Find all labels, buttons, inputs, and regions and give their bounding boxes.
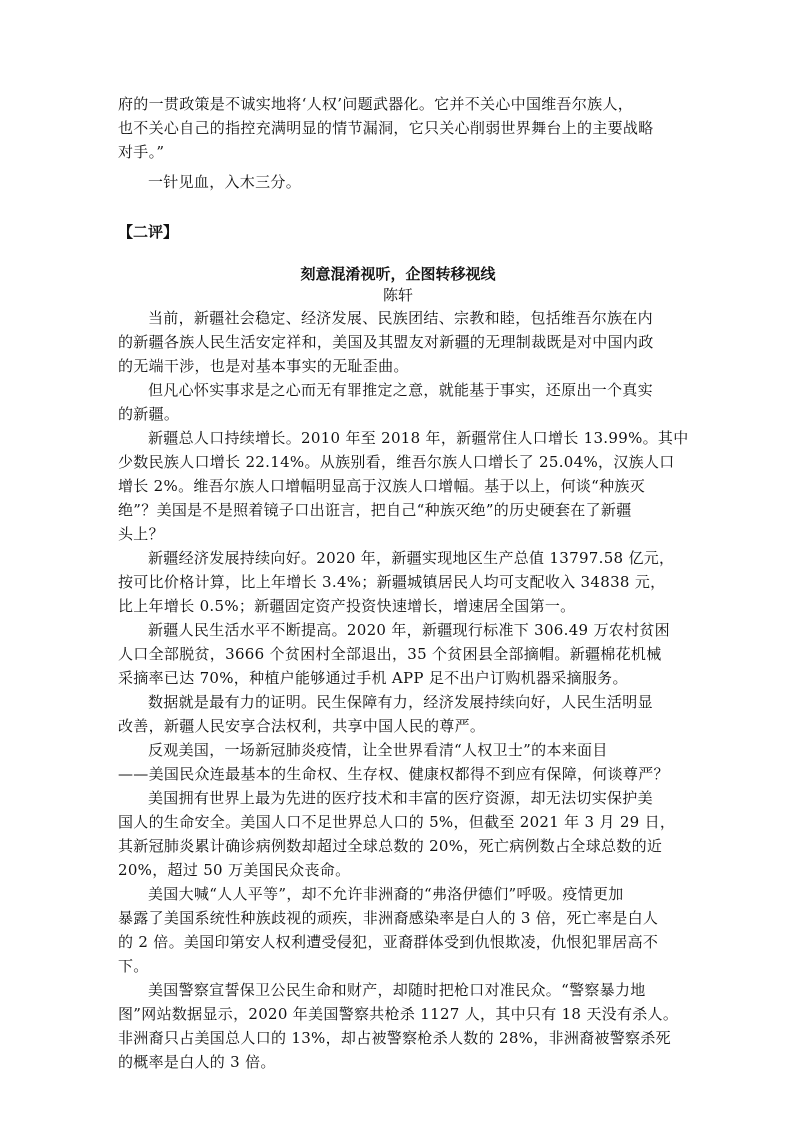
paragraph-line: 的新疆。 (118, 405, 180, 423)
paragraph-line: 新疆总人口持续增长。2010 年至 2018 年，新疆常住人口增长 13.99%。其中 (148, 429, 689, 447)
paragraph-line: 少数民族人口增长 22.14%。从族别看，维吾尔族人口增长了 25.04%，汉族人口 (118, 453, 675, 471)
paragraph-line: 美国警察宣誓保卫公民生命和财产，却随时把枪口对准民众。“警察暴力地 (148, 981, 646, 999)
paragraph-line: 美国拥有世界上最为先进的医疗技术和丰富的医疗资源，却无法切实保护美 (148, 789, 653, 807)
paragraph-line: ——美国民众连最基本的生命权、生存权、健康权都得不到应有保障，何谈尊严？ (118, 765, 669, 783)
paragraph (118, 978, 678, 1074)
paragraph-line: 下。 (118, 957, 149, 975)
article-body (118, 306, 689, 1074)
paragraph-line: 新疆经济发展持续向好。2020 年，新疆实现地区生产总值 13797.58 亿元， (148, 549, 675, 567)
intro-line: 府的一贯政策是不诚实地将‘人权’问题武器化。它并不关心中国维吾尔族人， (118, 95, 634, 113)
paragraph-line: 比上年增长 0.5%；新疆固定资产投资快速增长，增速居全国第一。 (118, 597, 576, 615)
paragraph-line: 的新疆各族人民生活安定祥和，美国及其盟友对新疆的无理制裁既是对中国内政 (118, 333, 654, 351)
paragraph (118, 882, 678, 978)
paragraph-line: 采摘率已达 70%，种植户能够通过手机 APP 足不出户订购机器采摘服务。 (118, 669, 628, 687)
paragraph-line: 的 2 倍。美国印第安人权利遭受侵犯，亚裔群体受到仇恨欺凌，仇恨犯罪居高不 (118, 933, 659, 951)
paragraph-line: 暴露了美国系统性种族歧视的顽疾，非洲裔感染率是白人的 3 倍，死亡率是白人 (118, 909, 659, 927)
intro-quote (118, 92, 678, 164)
paragraph-line: 的概率是白人的 3 倍。 (118, 1053, 276, 1071)
paragraph-line: 头上？ (118, 525, 164, 543)
paragraph (118, 738, 678, 786)
article-author: 陈轩 (382, 286, 413, 304)
comment-line: 一针见血，入木三分。 (148, 173, 302, 191)
paragraph (118, 306, 678, 378)
paragraph-line: 的无端干涉，也是对基本事实的无耻歪曲。 (118, 357, 409, 375)
paragraph-line: 增长 2%。维吾尔族人口增幅明显高于汉族人口增幅。基于以上，何谈“种族灭 (118, 477, 646, 495)
paragraph-line: 非洲裔只占美国总人口的 13%，却占被警察枪杀人数的 28%，非洲裔被警察杀死 (118, 1029, 671, 1047)
article-title: 刻意混淆视听，企图转移视线 (300, 265, 496, 283)
paragraph-line: 当前，新疆社会稳定、经济发展、民族团结、宗教和睦，包括维吾尔族在内 (148, 309, 653, 327)
paragraph (118, 426, 689, 546)
paragraph-line: 国人的生命安全。美国人口不足世界总人口的 5%，但截至 2021 年 3 月 29 日， (118, 813, 676, 831)
paragraph (118, 690, 678, 738)
paragraph-line: 反观美国，一场新冠肺炎疫情，让全世界看清“人权卫士”的本来面目 (148, 741, 608, 759)
paragraph-line: 其新冠肺炎累计确诊病例数却超过全球总数的 20%，死亡病例数占全球总数的近 (118, 837, 663, 855)
intro-comment (118, 170, 678, 194)
paragraph-line: 美国大喊“人人平等”，却不允许非洲裔的“弗洛伊德们”呼吸。疫情更加 (148, 885, 624, 903)
paragraph-line: 按可比价格计算，比上年增长 3.4%；新疆城镇居民人均可支配收入 34838 元， (118, 573, 666, 591)
paragraph (118, 378, 678, 426)
paragraph (118, 786, 678, 882)
paragraph-line: 图”网站数据显示，2020 年美国警察共枪杀 1127 人，其中只有 18 天没有杀人。 (118, 1005, 679, 1023)
paragraph-line: 但凡心怀实事求是之心而无有罪推定之意，就能基于事实，还原出一个真实 (148, 381, 653, 399)
paragraph-line: 数据就是最有力的证明。民生保障有力，经济发展持续向好，人民生活明显 (148, 693, 653, 711)
intro-line: 也不关心自己的指控充满明显的情节漏洞，它只关心削弱世界舞台上的主要战略 (118, 119, 654, 137)
paragraph (118, 546, 678, 618)
paragraph-line: 人口全部脱贫，3666 个贫困村全部退出，35 个贫困县全部摘帽。新疆棉花机械 (118, 645, 662, 663)
intro-line: 对手。” (118, 143, 165, 161)
section-heading: 【二评】 (118, 223, 179, 241)
paragraph (118, 618, 678, 690)
paragraph-line: 改善，新疆人民安享合法权利，共享中国人民的尊严。 (118, 717, 486, 735)
paragraph-line: 新疆人民生活水平不断提高。2020 年，新疆现行标准下 306.49 万农村贫困 (148, 621, 670, 639)
paragraph-line: 20%，超过 50 万美国民众丧命。 (118, 861, 351, 879)
paragraph-line: 绝”？美国是不是照着镜子口出诳言，把自己“种族灭绝”的历史硬套在了新疆 (118, 501, 632, 519)
